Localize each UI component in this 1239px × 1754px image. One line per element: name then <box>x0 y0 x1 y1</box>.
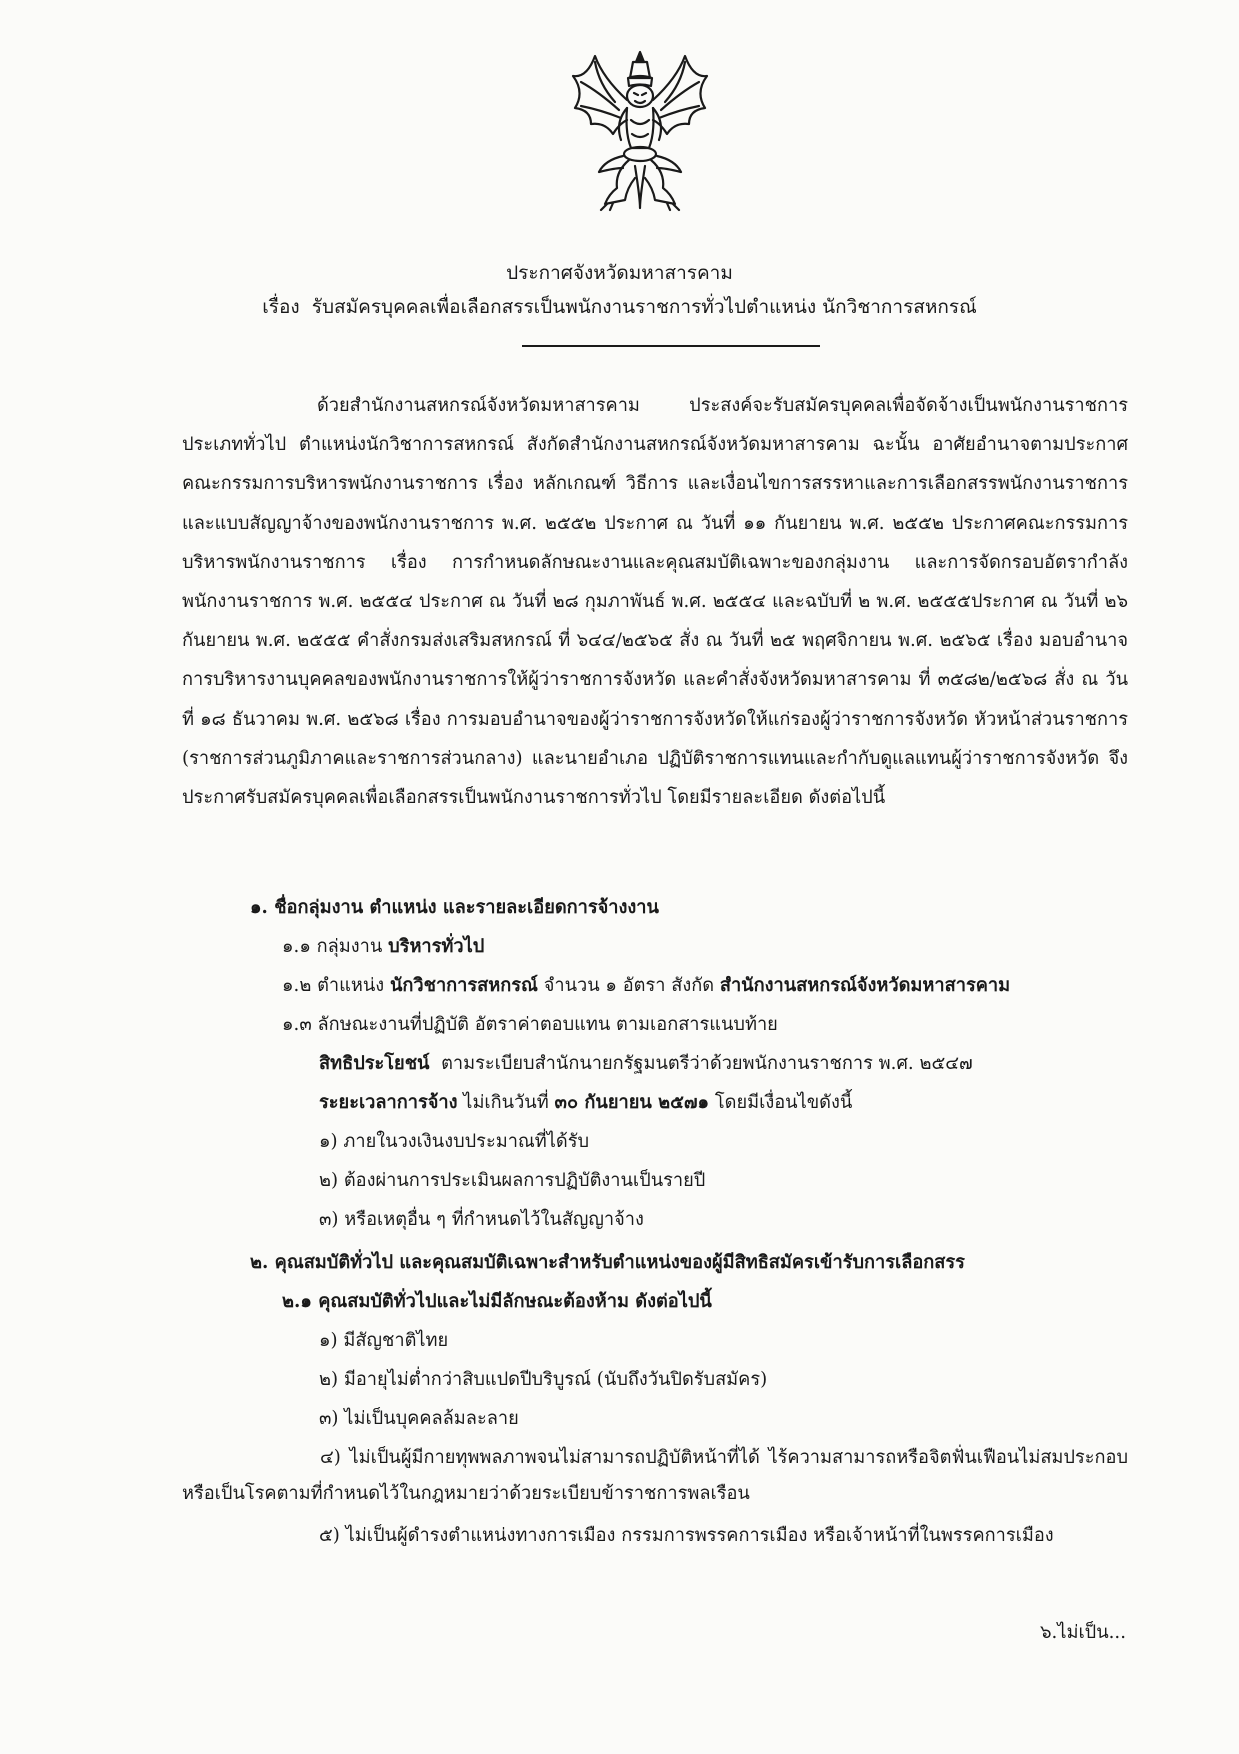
period-date: ๓๐ กันยายน ๒๕๗๑ <box>554 1092 710 1113</box>
section1-item2 <box>282 971 1010 1000</box>
item2-position: นักวิชาการสหกรณ์ <box>389 975 538 996</box>
section2-heading: ๒. คุณสมบัติทั่วไป และคุณสมบัติเฉพาะสำหรับตำแหน่งของผู้มีสิทธิสมัครเข้ารับการเลือกสรร <box>250 1252 965 1273</box>
qualification-item-wrapped <box>182 1440 1128 1512</box>
item2-label: ๑.๒ ตำแหน่ง <box>282 975 385 996</box>
condition-item: ๒) ต้องผ่านการประเมินผลการปฏิบัติงานเป็นรายปี <box>319 1170 706 1191</box>
benefit-text: ตามระเบียบสำนักนายกรัฐมนตรีว่าด้วยพนักงานราชการ พ.ศ. ๒๕๔๗ <box>441 1053 973 1074</box>
intro-paragraph <box>182 386 1128 817</box>
item2-mid: จำนวน ๑ อัตรา สังกัด <box>543 975 715 996</box>
condition-item: ๑) ภายในวงเงินงบประมาณที่ได้รับ <box>319 1131 590 1152</box>
header-divider <box>522 345 820 347</box>
section1-item3: ๑.๓ ลักษณะงานที่ปฏิบัติ อัตราค่าตอบแทน ตามเอกสารแนบท้าย <box>282 1014 778 1035</box>
subject-label: เรื่อง <box>262 296 300 318</box>
period-tail: โดยมีเงื่อนไขดังนี้ <box>714 1092 853 1113</box>
section1-item1 <box>282 932 484 961</box>
garuda-emblem-icon <box>565 48 715 213</box>
qualification-item: ๑) มีสัญชาติไทย <box>319 1330 449 1351</box>
employment-period-line <box>319 1088 852 1117</box>
item2-office: สำนักงานสหกรณ์จังหวัดมหาสารคาม <box>719 975 1011 996</box>
benefits-line <box>319 1049 973 1078</box>
benefit-label: สิทธิประโยชน์ <box>319 1053 430 1074</box>
announcement-title: ประกาศจังหวัดมหาสารคาม <box>506 262 733 284</box>
page-continuation: ๖.ไม่เป็น... <box>1040 1622 1126 1643</box>
intro-text: ด้วยสำนักงานสหกรณ์จังหวัดมหาสารคาม ประสงค์จะรับสมัครบุคคลเพื่อจัดจ้างเป็นพนักงานราชการประเภททั่วไป ตำแหน่งนักวิชาการสหกรณ์ สังกัดสำนักงานสหกรณ์จังหวัดมหาสารคาม ฉะนั้น อาศัยอำนาจตามประกาศคณะกรรมการบริหารพนักงานราชการ เรื่อง หลักเกณฑ์ วิธีการ และเงื่อนไขการสรรหาและการเลือกสรรพนักงานราชการ และแบบสัญญาจ้างของพนักงานราชการ พ.ศ. ๒๕๕๒ ประกาศ ณ วันที่ ๑๑ กันยายน พ.ศ. ๒๕๕๒ ประกาศคณะกรรมการบริหารพนักงานราชการ เรื่อง การกำหนดลักษณะงานและคุณสมบัติเฉพาะของกลุ่มงาน และการจัดกรอบอัตรากำลังพนักงานราชการ พ.ศ. ๒๕๕๔ ประกาศ ณ วันที่ ๒๘ กุมภาพันธ์ พ.ศ. ๒๕๕๔ และฉบับที่ ๒ พ.ศ. ๒๕๕๕ประกาศ ณ วันที่ ๒๖ กันยายน พ.ศ. ๒๕๕๕ คำสั่งกรมส่งเสริมสหกรณ์ ที่ ๖๔๔/๒๕๖๕ สั่ง ณ วันที่ ๒๕ พฤศจิกายน พ.ศ. ๒๕๖๕ เรื่อง มอบอำนาจการบริหารงานบุคคลของพนักงานราชการให้ผู้ว่าราชการจังหวัด และคำสั่งจังหวัดมหาสารคาม ที่ ๓๕๘๒/๒๕๖๘ สั่ง ณ วันที่ ๑๘ ธันวาคม พ.ศ. ๒๕๖๘ เรื่อง การมอบอำนาจของผู้ว่าราชการจังหวัดให้แก่รองผู้ว่าราชการจังหวัด หัวหน้าส่วนราชการ (ราชการส่วนภูมิภาคและราชการส่วนกลาง) และนายอำเภอ ปฏิบัติราชการแทนและกำกับดูแลแทนผู้ว่าราชการจังหวัด จึงประกาศรับสมัครบุคคลเพื่อเลือกสรรเป็นพนักงานราชการทั่วไป โดยมีรายละเอียด ดังต่อไปนี้ <box>182 395 1128 809</box>
section2-subheading: ๒.๑ คุณสมบัติทั่วไปและไม่มีลักษณะต้องห้าม ดังต่อไปนี้ <box>282 1291 712 1312</box>
announcement-subject <box>0 292 1239 322</box>
section1-heading: ๑. ชื่อกลุ่มงาน ตำแหน่ง และรายละเอียดการจ้างงาน <box>250 897 659 918</box>
qualification-item-text: ๔) ไม่เป็นผู้มีกายทุพพลภาพจนไม่สามารถปฏิบัติหน้าที่ได้ ไร้ความสามารถหรือจิตฟั่นเฟือนไม่สมประกอบ หรือเป็นโรคตามที่กำหนดไว้ในกฎหมายว่าด้วยระเบียบข้าราชการพลเรือน <box>182 1447 1128 1504</box>
period-mid: ไม่เกินวันที่ <box>463 1092 549 1113</box>
period-label: ระยะเวลาการจ้าง <box>319 1092 458 1113</box>
qualification-item: ๒) มีอายุไม่ต่ำกว่าสิบแปดปีบริบูรณ์ (นับถึงวันปิดรับสมัคร) <box>319 1369 768 1390</box>
qualification-item: ๓) ไม่เป็นบุคคลล้มละลาย <box>319 1408 519 1429</box>
qualification-item: ๕) ไม่เป็นผู้ดำรงตำแหน่งทางการเมือง กรรมการพรรคการเมือง หรือเจ้าหน้าที่ในพรรคการเมือง <box>319 1525 1054 1546</box>
item1-label: ๑.๑ กลุ่มงาน <box>282 936 383 957</box>
condition-item: ๓) หรือเหตุอื่น ๆ ที่กำหนดไว้ในสัญญาจ้าง <box>319 1209 644 1230</box>
item1-value: บริหารทั่วไป <box>388 936 485 957</box>
subject-text: รับสมัครบุคคลเพื่อเลือกสรรเป็นพนักงานราชการทั่วไปตำแหน่ง นักวิชาการสหกรณ์ <box>311 296 977 318</box>
